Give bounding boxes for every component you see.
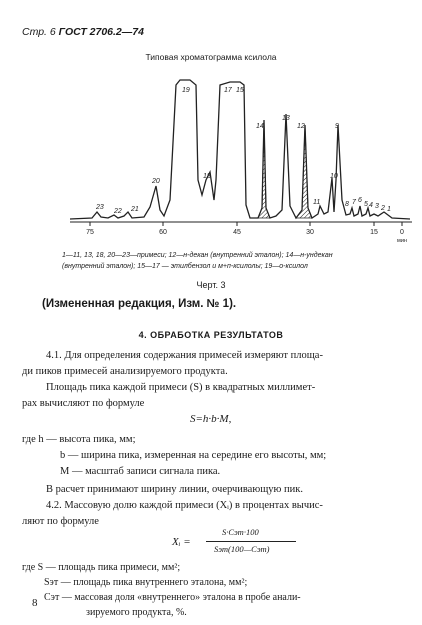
peak-label: 23 — [96, 204, 104, 211]
p42-line1: 4.2. Массовую долю каждой примеси (Xᵢ) в процентах вычис- — [46, 500, 323, 511]
peak-label: 17 — [224, 87, 232, 94]
section-title: 4. ОБРАБОТКА РЕЗУЛЬТАТОВ — [138, 330, 284, 340]
p41-line1: 4.1. Для определения содержания примесей измеряют площа- — [46, 350, 323, 361]
axis-tick-labels — [86, 229, 407, 244]
peak-label: 20 — [152, 178, 160, 185]
peak-label: 9 — [335, 123, 339, 130]
axis-tick-label: 0 — [400, 229, 404, 236]
standard-id: ГОСТ 2706.2—74 — [58, 26, 144, 38]
formula2-numerator: S·Cэт·100 — [222, 527, 259, 537]
axis-tick-label: 15 — [370, 229, 378, 236]
axis-unit: мин — [397, 238, 407, 244]
figure-legend: 1—11, 13, 18, 20—23—примеси; 12—н-декан (внутренний эталон); 14—н-ундекан (внутренний эталон); 15—17 — этилбензол и м+п-ксилолы; 19—о-ксилол — [62, 252, 333, 270]
page-ref: Стр. 6 — [22, 26, 56, 38]
peak-label: 8 — [345, 201, 349, 208]
figure-caption: Черт. 3 — [196, 280, 226, 290]
chromatogram — [0, 0, 422, 250]
edition-note: (Измененная редакция, Изм. № 1). — [42, 298, 237, 310]
peak-label: 6 — [358, 197, 362, 204]
formula2-denominator: Sэт(100—Cэт) — [214, 544, 270, 554]
axis-tick-label: 45 — [233, 229, 241, 236]
axis-tick-label: 60 — [159, 229, 167, 236]
where1-line3: M — масштаб записи сигнала пика. — [60, 466, 221, 477]
p41-line2: ди пиков примесей анализируемого продукта. — [22, 366, 228, 377]
where1-line1: где h — высота пика, мм; — [22, 434, 136, 445]
peak-label: 21 — [131, 206, 139, 213]
peak-label: 22 — [114, 208, 122, 215]
where2-line1: где S — площадь пика примеси, мм²; — [22, 562, 181, 573]
peak-label: 10 — [330, 173, 338, 180]
axis-tick-label: 75 — [86, 229, 94, 236]
peak-label: 1 — [387, 206, 391, 213]
p41-line3: Площадь пика каждой примеси (S) в квадратных миллимет- — [46, 382, 316, 393]
axis-tick-label: 30 — [306, 229, 314, 236]
figure-title: Типовая хроматограмма ксилола — [145, 52, 277, 62]
p42-line2: ляют по формуле — [22, 516, 99, 527]
axis-ticks — [90, 222, 402, 226]
peak-label: 19 — [182, 87, 190, 94]
p41-line5: В расчет принимают ширину линии, очерчивающую пик. — [46, 484, 303, 495]
peak-labels — [95, 87, 391, 215]
where2-line3: Cэт — массовая доля «внутреннего» эталона в пробе анали- — [44, 592, 301, 603]
formula2-lhs: Xᵢ = — [172, 536, 191, 548]
p41-line4: рах вычисляют по формуле — [22, 398, 145, 409]
peak-label: 2 — [381, 205, 385, 212]
peak-label: 7 — [352, 199, 356, 206]
page-number: 8 — [32, 597, 38, 609]
peak-label: 14 — [256, 123, 264, 130]
internal-standard-peak-14 — [258, 120, 270, 218]
peak-label: 4 — [369, 202, 373, 209]
peak-label: 15 — [236, 87, 244, 94]
fraction-bar — [206, 541, 296, 542]
where1-line2: b — ширина пика, измеренная на середине его высоты, мм; — [60, 450, 327, 461]
peak-label: 12 — [297, 123, 305, 130]
peak-label: 5 — [364, 201, 368, 208]
where2-line2: Sэт — площадь пика внутреннего эталона, мм²; — [44, 577, 248, 588]
peak-label: 18 — [203, 173, 211, 180]
peak-label: 13 — [282, 115, 290, 122]
where2-line4: зируемого продукта, %. — [86, 607, 187, 618]
peak-label: 11 — [313, 199, 321, 206]
peak-label: 3 — [375, 203, 379, 210]
formula-area: S=h·b·M, — [190, 413, 232, 425]
